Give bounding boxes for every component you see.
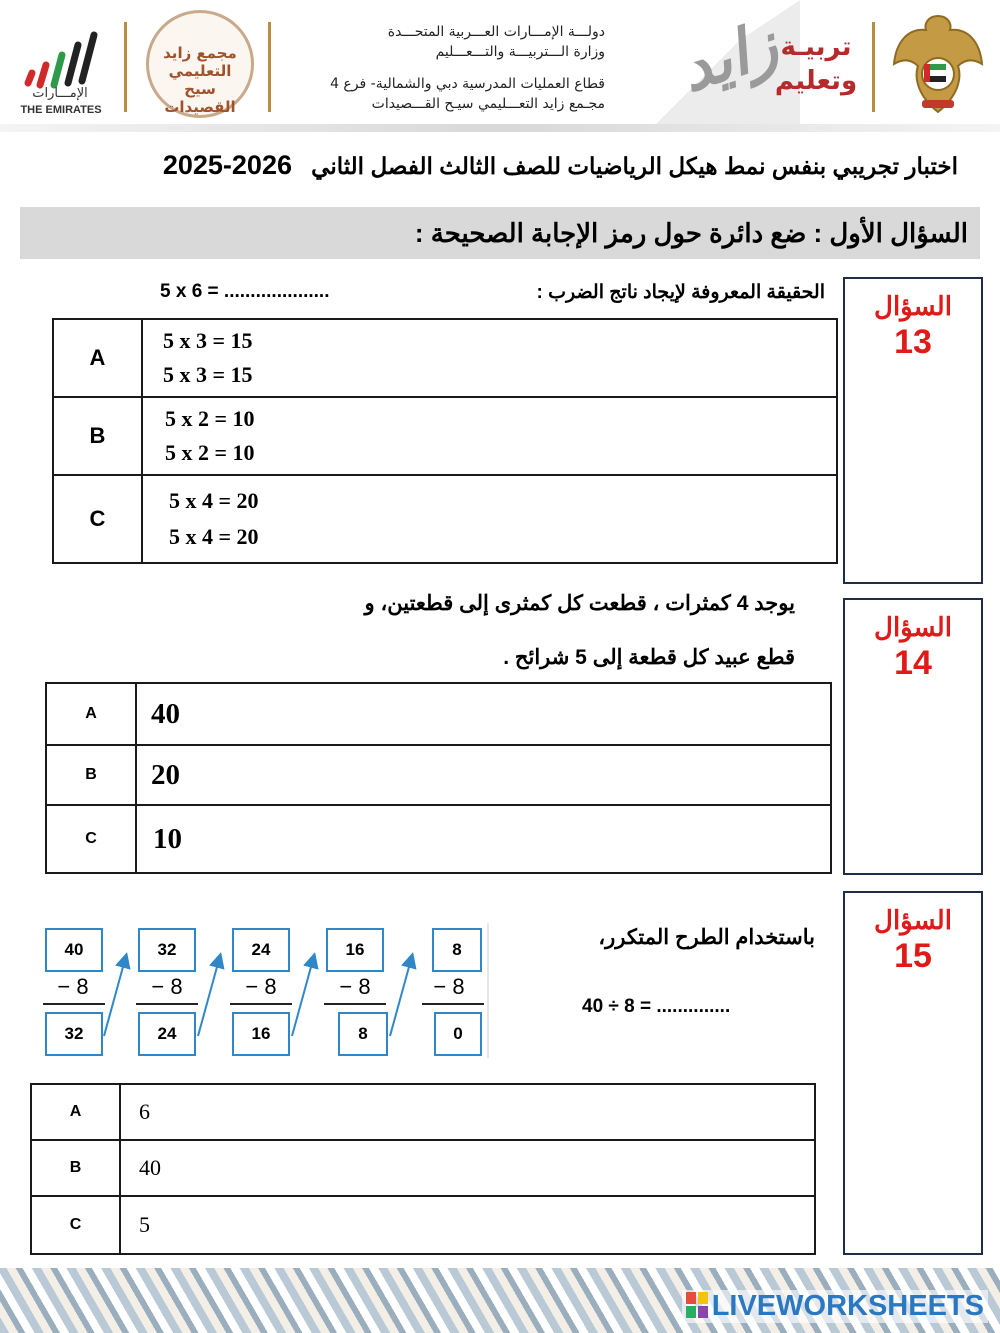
option-value[interactable] bbox=[142, 319, 837, 397]
question-number: 15 bbox=[894, 937, 932, 975]
option-letter[interactable]: C bbox=[53, 475, 142, 563]
tarbiya-text: تربيـة bbox=[780, 32, 852, 62]
taalim-text: وتعليم bbox=[774, 66, 858, 96]
option-row[interactable] bbox=[53, 475, 837, 563]
question-15-options bbox=[30, 1083, 816, 1255]
question-15-label bbox=[843, 891, 983, 1255]
exam-year: 2025-2026 bbox=[162, 150, 292, 180]
subtract-label: − 8 bbox=[151, 974, 183, 999]
header-line: مجـمع زايد التعـــليمي سيـح القـــصيدات bbox=[371, 96, 605, 112]
arrows-icon bbox=[40, 918, 490, 1063]
option-value[interactable] bbox=[142, 397, 837, 475]
exam-title bbox=[20, 150, 980, 181]
question-14-options bbox=[45, 682, 832, 874]
emirates-arabic-label: الإمـــارات bbox=[32, 86, 88, 101]
option-value[interactable]: 40 bbox=[136, 683, 831, 745]
option-letter[interactable]: C bbox=[46, 805, 136, 873]
fact-line: 5 x 2 = 10 bbox=[165, 440, 255, 465]
minuend-box: 16 bbox=[326, 928, 384, 972]
subtract-label: − 8 bbox=[245, 974, 277, 999]
fact-line: 5 x 3 = 15 bbox=[163, 362, 253, 387]
question-number: 13 bbox=[894, 323, 932, 361]
option-value[interactable]: 10 bbox=[136, 805, 831, 873]
question-number: 14 bbox=[894, 644, 932, 682]
question-13-prompt: الحقيقة المعروفة لإيجاد ناتج الضرب : bbox=[536, 282, 825, 303]
question-word: السؤال bbox=[874, 612, 952, 642]
subtract-label: − 8 bbox=[57, 974, 89, 999]
uae-eagle-emblem-icon bbox=[888, 8, 988, 118]
fact-line: 5 x 3 = 15 bbox=[163, 328, 253, 353]
minuend-box: 24 bbox=[232, 928, 290, 972]
option-value[interactable]: 40 bbox=[120, 1140, 815, 1196]
subtract-label: − 8 bbox=[339, 974, 371, 999]
fact-line: 5 x 4 = 20 bbox=[169, 524, 259, 549]
header-line: وزارة الـــتربيـــة والتـــعـــليم bbox=[435, 44, 605, 60]
minuend-box: 40 bbox=[45, 928, 103, 972]
question-15-prompt: باستخدام الطرح المتكرر، bbox=[598, 926, 815, 949]
option-row[interactable] bbox=[31, 1084, 815, 1140]
question-13-expression: 5 x 6 = .................... bbox=[160, 281, 330, 302]
fact-line: 5 x 4 = 20 bbox=[169, 488, 259, 513]
question-word: السؤال bbox=[874, 291, 952, 321]
option-letter[interactable]: A bbox=[31, 1084, 120, 1140]
option-row[interactable] bbox=[53, 397, 837, 475]
option-letter[interactable]: C bbox=[31, 1196, 120, 1254]
school-seal-text: مجمع زايد التعليمي سيح القصيدات bbox=[163, 44, 237, 116]
minuend-box: 32 bbox=[138, 928, 196, 972]
ministry-text bbox=[300, 22, 605, 114]
option-row[interactable] bbox=[31, 1140, 815, 1196]
option-letter[interactable]: B bbox=[53, 397, 142, 475]
difference-box: 8 bbox=[338, 1012, 388, 1056]
divider bbox=[872, 22, 875, 112]
header-line: قطاع العمليات المدرسية دبي والشمالية- فرع 4 bbox=[330, 76, 605, 92]
option-row[interactable] bbox=[31, 1196, 815, 1254]
question-14-label bbox=[843, 598, 983, 875]
header-line: دولـــة الإمـــارات العـــربية المتحـــدة bbox=[387, 24, 605, 40]
option-value[interactable]: 20 bbox=[136, 745, 831, 805]
option-value[interactable] bbox=[142, 475, 837, 563]
difference-box: 32 bbox=[45, 1012, 103, 1056]
question-13-label bbox=[843, 277, 983, 584]
difference-box: 24 bbox=[138, 1012, 196, 1056]
question-15-expression: 40 ÷ 8 = .............. bbox=[582, 996, 731, 1017]
question-13-options bbox=[52, 318, 838, 564]
option-letter[interactable]: A bbox=[46, 683, 136, 745]
tarbiya-logo bbox=[766, 30, 866, 98]
divider bbox=[124, 22, 127, 112]
subtract-label: − 8 bbox=[433, 974, 465, 999]
question-word: السؤال bbox=[874, 905, 952, 935]
divider bbox=[268, 22, 271, 112]
option-row[interactable] bbox=[46, 683, 831, 745]
option-letter[interactable]: A bbox=[53, 319, 142, 397]
fact-line: 5 x 2 = 10 bbox=[165, 406, 255, 431]
section-heading: السؤال الأول : ضع دائرة حول رمز الإجابة الصحيحة : bbox=[20, 207, 980, 259]
repeated-subtraction-diagram bbox=[40, 918, 490, 1063]
brand-text: LIVEWORKSHEETS bbox=[711, 1290, 984, 1322]
difference-box: 0 bbox=[434, 1012, 482, 1056]
option-row[interactable] bbox=[46, 745, 831, 805]
option-value[interactable]: 5 bbox=[120, 1196, 815, 1254]
option-row[interactable] bbox=[46, 805, 831, 873]
zayed-word: زايد bbox=[671, 6, 786, 107]
option-value[interactable]: 6 bbox=[120, 1084, 815, 1140]
option-row[interactable] bbox=[53, 319, 837, 397]
difference-box: 16 bbox=[232, 1012, 290, 1056]
liveworksheets-brand[interactable] bbox=[682, 1290, 988, 1323]
exam-title-text: اختبار تجريبي بنفس نمط هيكل الرياضيات للصف الثالث الفصل الثاني bbox=[311, 153, 958, 179]
option-letter[interactable]: B bbox=[46, 745, 136, 805]
question-14-line-1: يوجد 4 كمثرات ، قطعت كل كمثرى إلى قطعتين، و bbox=[364, 592, 795, 615]
liveworksheets-logo-icon bbox=[686, 1292, 708, 1318]
minuend-box: 8 bbox=[432, 928, 482, 972]
page-header bbox=[0, 0, 1000, 130]
header-band bbox=[0, 124, 1000, 132]
emirates-english-label: THE EMIRATES bbox=[20, 104, 102, 116]
option-letter[interactable]: B bbox=[31, 1140, 120, 1196]
question-14-line-2: قطع عبيد كل قطعة إلى 5 شرائح . bbox=[503, 646, 795, 669]
